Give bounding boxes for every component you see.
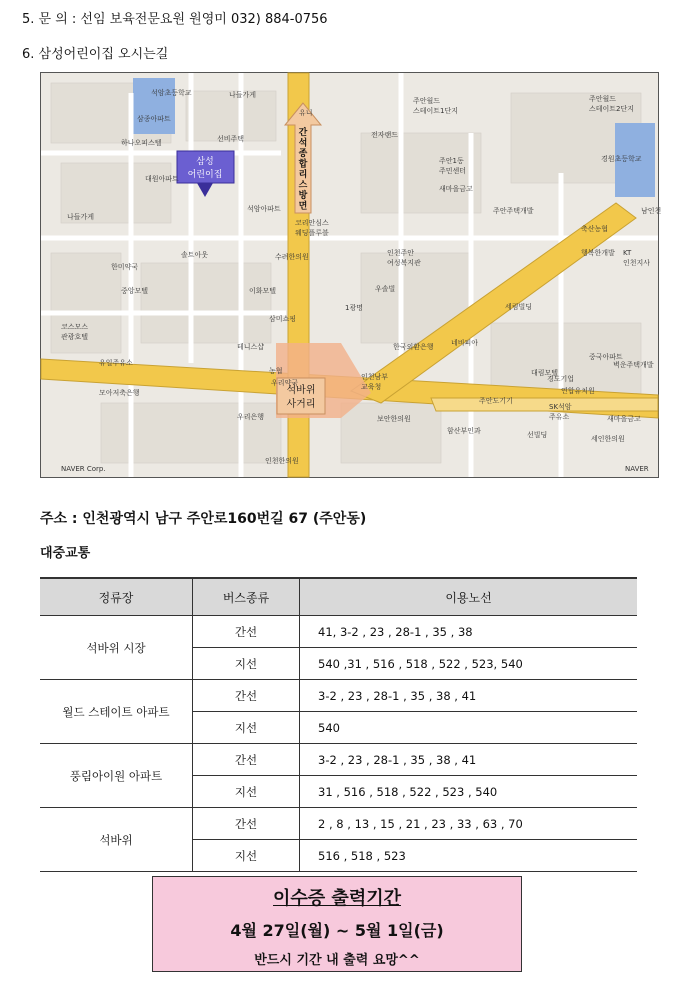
bus-kind: 지선 xyxy=(193,776,300,808)
map-place-label: 유일주유소 xyxy=(99,359,133,367)
map-place-label: 삼종아파트 xyxy=(137,115,171,123)
map-place-label: 인천한의원 xyxy=(265,457,299,465)
map-place-label: 주안1동 xyxy=(439,157,464,165)
map-place-label: 스테이트1단지 xyxy=(413,107,459,115)
map-place-label: 새마을금고 xyxy=(439,185,473,193)
map-place-label: 전자랜드 xyxy=(371,131,399,139)
routes: 2 , 8 , 13 , 15 , 21 , 23 , 33 , 63 , 70 xyxy=(300,808,638,840)
bus-kind: 간선 xyxy=(193,744,300,776)
header-routes: 이용노선 xyxy=(300,578,638,616)
map-place-label: 경도기업 xyxy=(547,375,575,383)
table-row xyxy=(40,744,637,776)
map-place-label: 삼미쇼핑 xyxy=(269,315,297,323)
bus-kind: 간선 xyxy=(193,680,300,712)
map-place-label: 관광호텔 xyxy=(61,333,89,341)
print-period-notice xyxy=(152,876,522,972)
directions-heading: 6. 삼성어린이집 오시는길 xyxy=(22,47,169,62)
stop-name: 석바위 xyxy=(40,808,193,872)
routes: 516 , 518 , 523 xyxy=(300,840,638,872)
map-place-label: 나들가게 xyxy=(67,213,95,221)
routes: 540 xyxy=(300,712,638,744)
stop-name: 석바위 시장 xyxy=(40,616,193,680)
map-place-label: 인천주안 xyxy=(387,249,415,257)
map-place-label: 1광명 xyxy=(345,304,363,312)
map-place-label: 함산부인과 xyxy=(447,427,481,435)
bus-kind: 간선 xyxy=(193,808,300,840)
map-place-label: 솔트아웃 xyxy=(181,251,209,259)
target-label-2: 어린이집 xyxy=(187,170,223,180)
map-place-label: 중앙모텔 xyxy=(121,287,149,295)
map-place-label: 주안월드 xyxy=(589,95,617,103)
location-map xyxy=(40,72,662,478)
map-place-label: 연합유치원 xyxy=(561,387,595,395)
map-place-label: 선빌딩 xyxy=(527,431,548,439)
road-label-char: 리 xyxy=(298,170,308,180)
bus-kind: 간선 xyxy=(193,616,300,648)
notice-period: 4월 27일(월) ~ 5월 1일(금) xyxy=(230,921,444,940)
map-place-label: 이화모텔 xyxy=(249,287,277,295)
map-place-label: 인천남부 xyxy=(361,373,389,381)
map-place-label: 웨딩플루블 xyxy=(295,229,329,237)
map-place-label: 대원아파트 xyxy=(145,175,179,183)
road-label-char: 종 xyxy=(298,149,308,159)
map-place-label: 행복한개발 xyxy=(581,249,615,257)
map-place-label: 인천지사 xyxy=(623,259,651,267)
map-place-label: NAVER Corp. xyxy=(61,465,106,473)
map-place-label: 수려한의원 xyxy=(275,253,309,261)
intersection-label-2: 사거리 xyxy=(286,399,316,410)
map-place-label: KT xyxy=(623,249,632,257)
bus-table xyxy=(40,577,637,872)
table-row xyxy=(40,680,637,712)
map-place-label: 교육청 xyxy=(361,383,382,391)
school-area xyxy=(133,78,175,134)
map-place-label: 주안도기기 xyxy=(479,397,513,405)
map-place-label: 중국아파트 xyxy=(589,353,623,361)
transit-heading: 대중교통 xyxy=(40,546,91,561)
intersection-label-1: 석바위 xyxy=(286,385,316,396)
map-place-label: 주민센터 xyxy=(439,167,467,175)
map-place-label: 벽운주택개발 xyxy=(613,361,654,369)
map-place-label: 코리안심스 xyxy=(295,219,329,227)
map-place-label: NAVER xyxy=(625,465,649,473)
map-place-label: 주유소 xyxy=(549,413,570,421)
bus-kind: 지선 xyxy=(193,712,300,744)
map-place-label: 석암아파트 xyxy=(247,205,281,213)
road-label-char: 합 xyxy=(298,159,308,170)
map-place-label: 보안한의원 xyxy=(377,415,411,423)
table-row xyxy=(40,808,637,840)
routes: 3-2 , 23 , 28-1 , 35 , 38 , 41 xyxy=(300,744,638,776)
notice-note: 반드시 기간 내 출력 요망^^ xyxy=(254,953,420,968)
map-place-label: 네비피아 xyxy=(451,339,479,347)
map-place-label: 하나오피스텔 xyxy=(121,139,162,147)
map-place-label: 세인한의원 xyxy=(591,435,625,443)
contact-line: 5. 문 의 : 선임 보육전문요원 원영미 032) 884-0756 xyxy=(22,12,328,27)
routes: 31 , 516 , 518 , 522 , 523 , 540 xyxy=(300,776,638,808)
header-stop: 정류장 xyxy=(40,578,193,616)
road-label-char: 스 xyxy=(298,180,308,191)
map-place-label: 주안주택개발 xyxy=(493,207,534,215)
bus-kind: 지선 xyxy=(193,840,300,872)
map-place-label: 대림모텔 xyxy=(531,369,559,377)
road-label-char: 방 xyxy=(298,191,308,201)
map-place-label: 우리약국 xyxy=(271,379,299,387)
routes: 540 ,31 , 516 , 518 , 522 , 523, 540 xyxy=(300,648,638,680)
map-place-label: 우솔빌 xyxy=(375,285,396,293)
map-place-label: SK석암 xyxy=(549,403,572,411)
header-bus-type: 버스종류 xyxy=(193,578,300,616)
map-place-label: 모아저축은행 xyxy=(99,389,140,397)
map-place-label: 우리은행 xyxy=(237,413,265,421)
map-place-label: 여성복지관 xyxy=(387,259,421,267)
bus-kind: 지선 xyxy=(193,648,300,680)
map-place-label: 한미약국 xyxy=(111,263,139,271)
map-place-label: 주안월드 xyxy=(413,97,441,105)
map-place-label: 석암초등학교 xyxy=(151,89,192,97)
target-label-1: 삼성 xyxy=(196,157,214,167)
routes: 3-2 , 23 , 28-1 , 35 , 38 , 41 xyxy=(300,680,638,712)
map-place-label: 세림빌딩 xyxy=(505,303,533,311)
map-place-label: 축산농협 xyxy=(581,225,609,233)
map-place-label: 코스모스 xyxy=(61,323,89,331)
road-label-char: 석 xyxy=(298,138,308,149)
table-row xyxy=(40,616,637,648)
map-place-label: 새마을금고 xyxy=(607,415,641,423)
map-place-label: 스테이트2단지 xyxy=(589,105,635,113)
map-place-label: 경원초등학교 xyxy=(601,155,642,163)
routes: 41, 3-2 , 23 , 28-1 , 35 , 38 xyxy=(300,616,638,648)
map-place-label: 한국외환은행 xyxy=(393,343,434,351)
map-place-label: 나들가게 xyxy=(229,91,257,99)
road-label-char: 간 xyxy=(298,128,308,138)
map-place-label: 유니 xyxy=(299,109,313,117)
map-place-label: 남인천 xyxy=(641,207,662,215)
map-place-label: 농협 xyxy=(269,367,283,375)
map-place-label: 테니스샵 xyxy=(237,343,265,351)
stop-name: 풍림아이원 아파트 xyxy=(40,744,193,808)
map-place-label: 선비주택 xyxy=(217,135,245,143)
stop-name: 월드 스테이트 아파트 xyxy=(40,680,193,744)
road-label-char: 면 xyxy=(298,201,308,212)
notice-title: 이수증 출력기간 xyxy=(273,888,401,909)
address: 주소 : 인천광역시 남구 주안로160번길 67 (주안동) xyxy=(40,511,367,527)
